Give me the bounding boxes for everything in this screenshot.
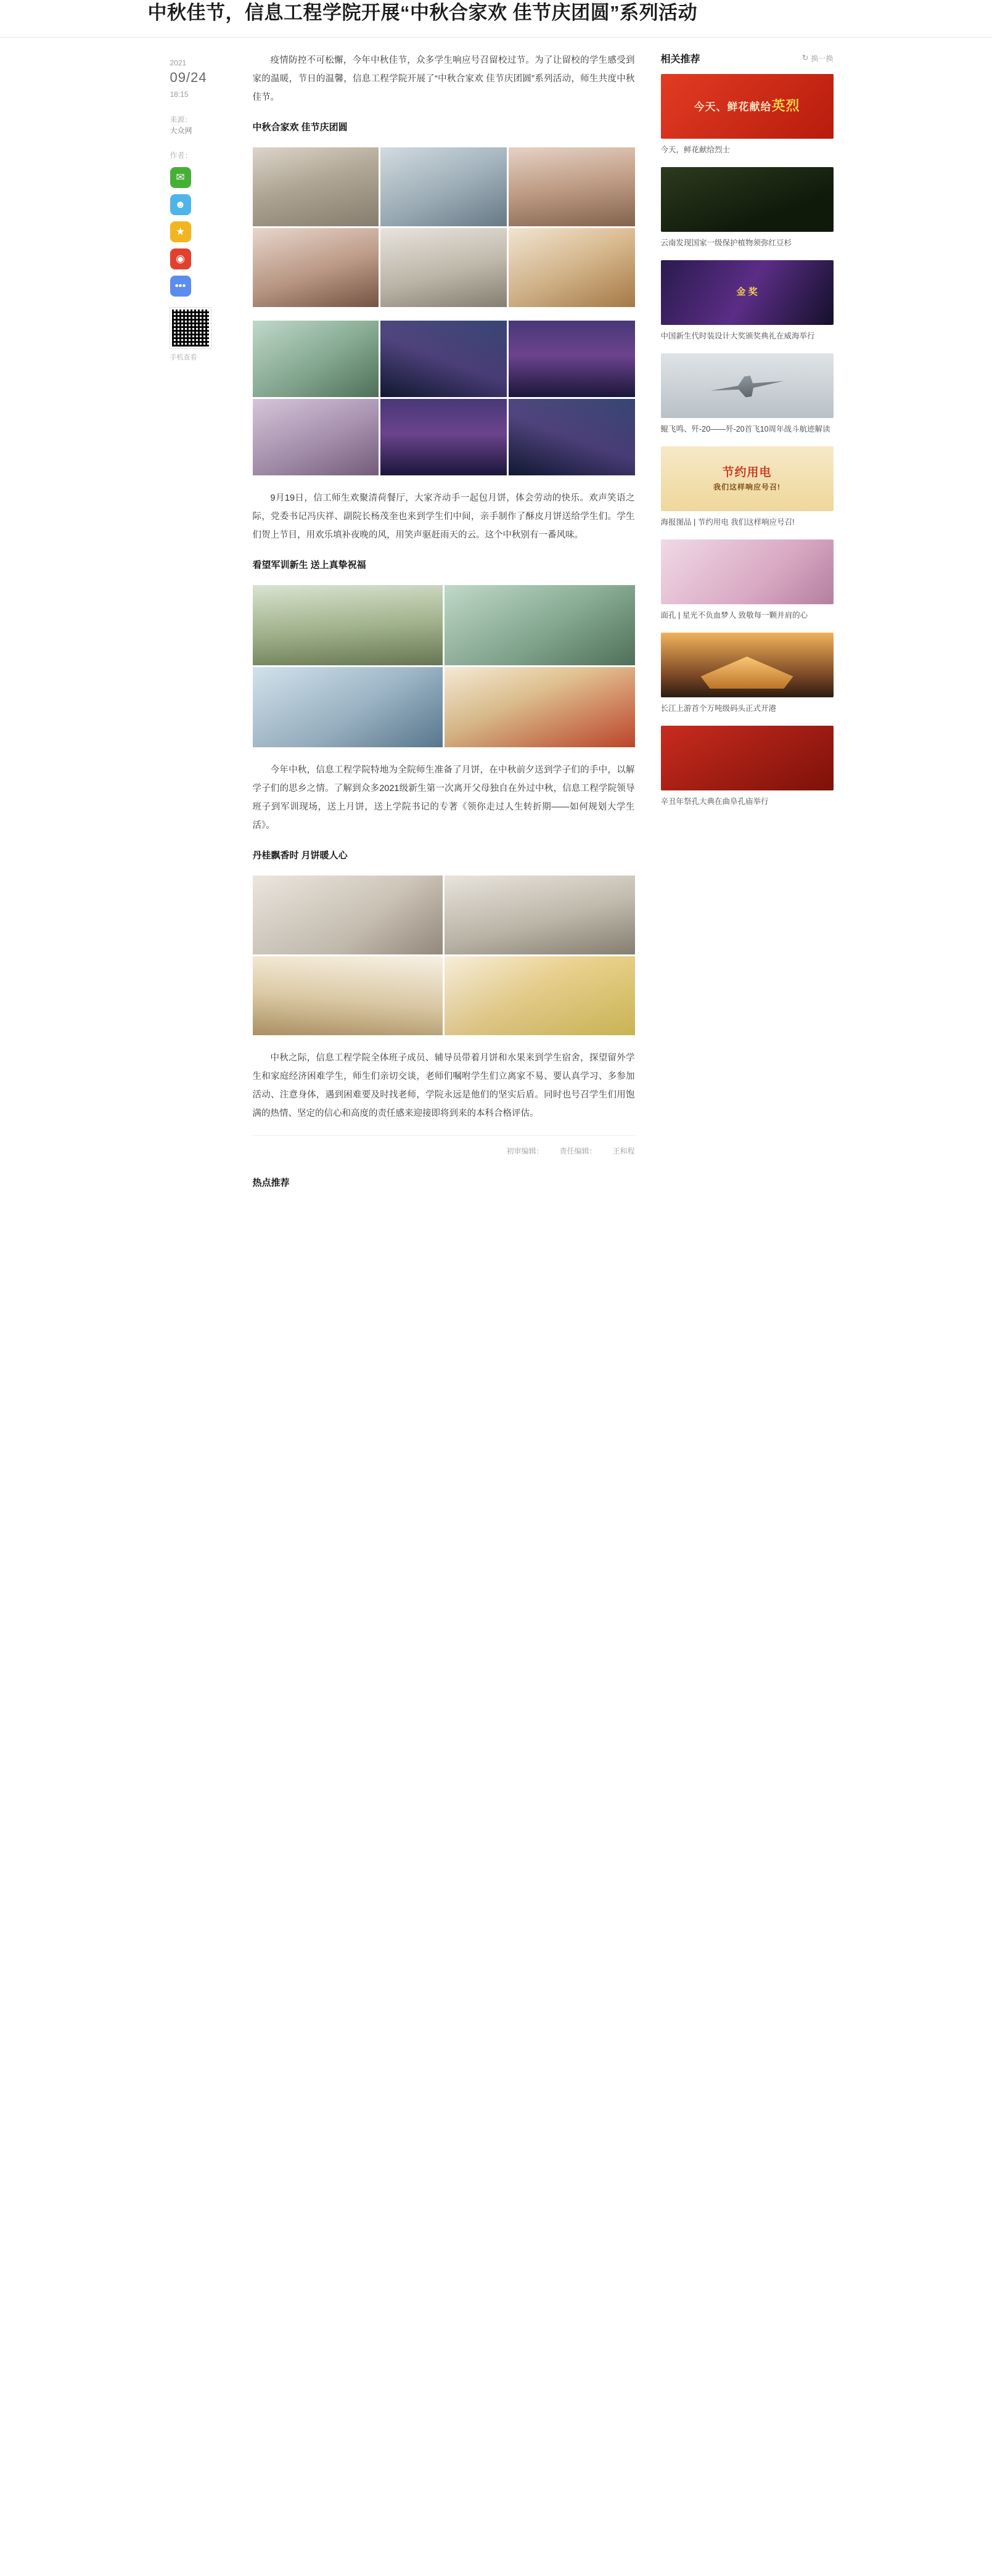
photo bbox=[380, 399, 507, 475]
content-layout bbox=[148, 38, 845, 1189]
photo bbox=[445, 956, 635, 1035]
photo bbox=[253, 228, 379, 307]
photo bbox=[253, 321, 379, 397]
photo bbox=[509, 399, 635, 475]
author-label: 作者： bbox=[170, 150, 192, 160]
responsible-editor-name: 王和程 bbox=[612, 1146, 635, 1155]
photo bbox=[253, 147, 379, 226]
list-item[interactable] bbox=[661, 633, 834, 715]
responsible-editor-label: 责任编辑： bbox=[559, 1146, 597, 1155]
section-body-1: 9月19日，信工师生欢聚清荷餐厅，大家齐动手一起包月饼，体会劳动的快乐。欢声笑语之际，党委书记冯庆祥、副院长杨茂奎也来到学生们中间，亲手制作了酥皮月饼送给学生们。学生们贺上节目，用欢乐填补夜晚的风，用笑声驱赶雨天的云。这个中秋别有一番风味。 bbox=[252, 493, 635, 540]
section-body-3: 中秋之际，信息工程学院全体班子成员、辅导员带着月饼和水果来到学生宿舍，探望留外学生和家庭经济困难学生，师生们亲切交谈，老师们嘱咐学生们立离家不易、要认真学习、多参加活动、注意身体，遇到困难要及时找老师，学院永远是他们的坚实后盾。同时也号召学生们用饱满的热情、坚定的信心和高度的责任感来迎接即将到来的本科合格评估。 bbox=[252, 1052, 635, 1118]
weibo-share-button[interactable]: ◉ bbox=[170, 248, 191, 269]
list-item-caption[interactable]: 长江上游首个万吨级码头正式开港 bbox=[660, 703, 777, 713]
list-item[interactable] bbox=[661, 260, 834, 342]
refresh-label: 换一换 bbox=[811, 54, 834, 63]
page-title: 中秋佳节，信息工程学院开展“中秋合家欢 佳节庆团圆”系列活动 bbox=[147, 2, 698, 23]
qr-code-image bbox=[170, 308, 211, 348]
related-recommend-sidebar bbox=[649, 51, 834, 819]
article-lead-paragraph: 疫情防控不可松懈，今年中秋佳节，众多学生响应号召留校过节。为了让留校的学生感受到家的温暖，节日的温馨，信息工程学院开展了“中秋合家欢 佳节庆团圆”系列活动，师生共度中秋佳节。 bbox=[252, 55, 635, 102]
publish-year: 2021 bbox=[170, 58, 187, 67]
share-column bbox=[170, 167, 242, 297]
qq-share-button[interactable]: ☻ bbox=[170, 194, 191, 215]
section-subhead-1: 中秋合家欢 佳节庆团圆 bbox=[252, 121, 348, 133]
photo-collage-military-training-visit bbox=[253, 585, 635, 747]
hot-recommend-title: 热点推荐 bbox=[252, 1177, 290, 1188]
sidebar-header bbox=[661, 51, 834, 65]
more-share-button[interactable]: ••• bbox=[170, 276, 191, 297]
meta-rail bbox=[148, 51, 242, 362]
photo bbox=[509, 321, 635, 397]
pavilion-icon bbox=[701, 657, 793, 689]
photo bbox=[380, 228, 507, 307]
list-item[interactable] bbox=[661, 726, 834, 808]
list-item-caption[interactable]: 中国新生代时装设计大奖颁奖典礼在威海举行 bbox=[660, 331, 815, 340]
section-subhead-2: 看望军训新生 送上真挚祝福 bbox=[252, 559, 366, 570]
jet-icon bbox=[709, 371, 785, 402]
list-item-caption[interactable]: 云南发现国家一级保护植物须弥红豆杉 bbox=[660, 238, 792, 247]
list-item[interactable] bbox=[661, 446, 834, 528]
first-editor-label: 初审编辑： bbox=[506, 1146, 544, 1155]
sidebar-title: 相关推荐 bbox=[660, 54, 700, 65]
photo-collage-dormitory-visit bbox=[253, 876, 635, 1035]
photo bbox=[380, 147, 507, 226]
photo bbox=[380, 321, 507, 397]
photo-collage-gala-performance bbox=[253, 321, 635, 475]
favorite-button[interactable]: ★ bbox=[170, 221, 191, 242]
photo bbox=[253, 399, 379, 475]
photo bbox=[445, 876, 635, 954]
publish-date: 09/24 bbox=[170, 69, 207, 85]
list-item-caption[interactable]: 鲲飞鸣、歼-20——歼-20首飞10周年战斗航迹解读 bbox=[660, 424, 830, 433]
thumb-confucius-ceremony[interactable] bbox=[661, 726, 834, 790]
photo bbox=[509, 228, 635, 307]
refresh-icon: ↻ bbox=[801, 53, 809, 63]
wechat-share-button[interactable]: ✉ bbox=[170, 167, 191, 188]
photo-collage-mooncake-making bbox=[253, 147, 635, 307]
list-item[interactable] bbox=[661, 167, 834, 249]
thumb-blood-donation[interactable] bbox=[661, 539, 834, 604]
publish-time: 18:15 bbox=[170, 89, 189, 99]
photo bbox=[253, 876, 443, 954]
photo bbox=[253, 585, 443, 665]
photo bbox=[253, 956, 443, 1035]
source-name[interactable]: 大众网 bbox=[170, 126, 192, 135]
list-item-caption[interactable]: 辛丑年祭孔大典在曲阜孔庙举行 bbox=[660, 797, 769, 806]
photo bbox=[445, 667, 635, 747]
thumb-yangtze-port[interactable] bbox=[661, 633, 834, 697]
thumb-fighter-jet[interactable] bbox=[661, 353, 834, 418]
qr-code-caption: 手机查看 bbox=[170, 353, 197, 361]
thumb-flowers-martyrs[interactable]: 今天、鲜花献给英烈 bbox=[661, 74, 834, 139]
list-item-caption[interactable]: 面孔 | 星光不负血梦人 致敬每一颗并肩的心 bbox=[660, 610, 808, 620]
headline-area bbox=[0, 0, 992, 38]
list-item[interactable] bbox=[661, 539, 834, 621]
section-subhead-3: 丹桂飘香时 月饼暖人心 bbox=[252, 850, 348, 861]
refresh-button[interactable] bbox=[802, 53, 834, 64]
thumb-save-electricity[interactable]: 节约用电 我们这样响应号召! bbox=[661, 446, 834, 511]
list-item-caption[interactable]: 今天，鲜花献给烈士 bbox=[660, 145, 731, 154]
photo bbox=[509, 147, 635, 226]
editor-footer bbox=[253, 1135, 635, 1165]
photo bbox=[445, 585, 635, 665]
thumb-fashion-award[interactable]: 金 奖 bbox=[661, 260, 834, 325]
list-item[interactable] bbox=[661, 353, 834, 435]
list-item-caption[interactable]: 海报图品 | 节约用电 我们这样响应号召! bbox=[660, 517, 795, 527]
article-body bbox=[242, 51, 649, 1189]
thumb-yunnan-redwood[interactable] bbox=[661, 167, 834, 232]
list-item[interactable] bbox=[661, 74, 834, 156]
section-body-2: 今年中秋，信息工程学院特地为全院师生准备了月饼，在中秋前夕送到学子们的手中，以解学子们的思乡之情。了解到众多2021级新生第一次离开父母独自在外过中秋，信息工程学院领导班子到军训现场，送上月饼，送上学院书记的专著《领你走过人生转折期——如何规划大学生活》。 bbox=[252, 765, 635, 831]
photo bbox=[253, 667, 443, 747]
source-label: 来源： bbox=[170, 115, 192, 124]
